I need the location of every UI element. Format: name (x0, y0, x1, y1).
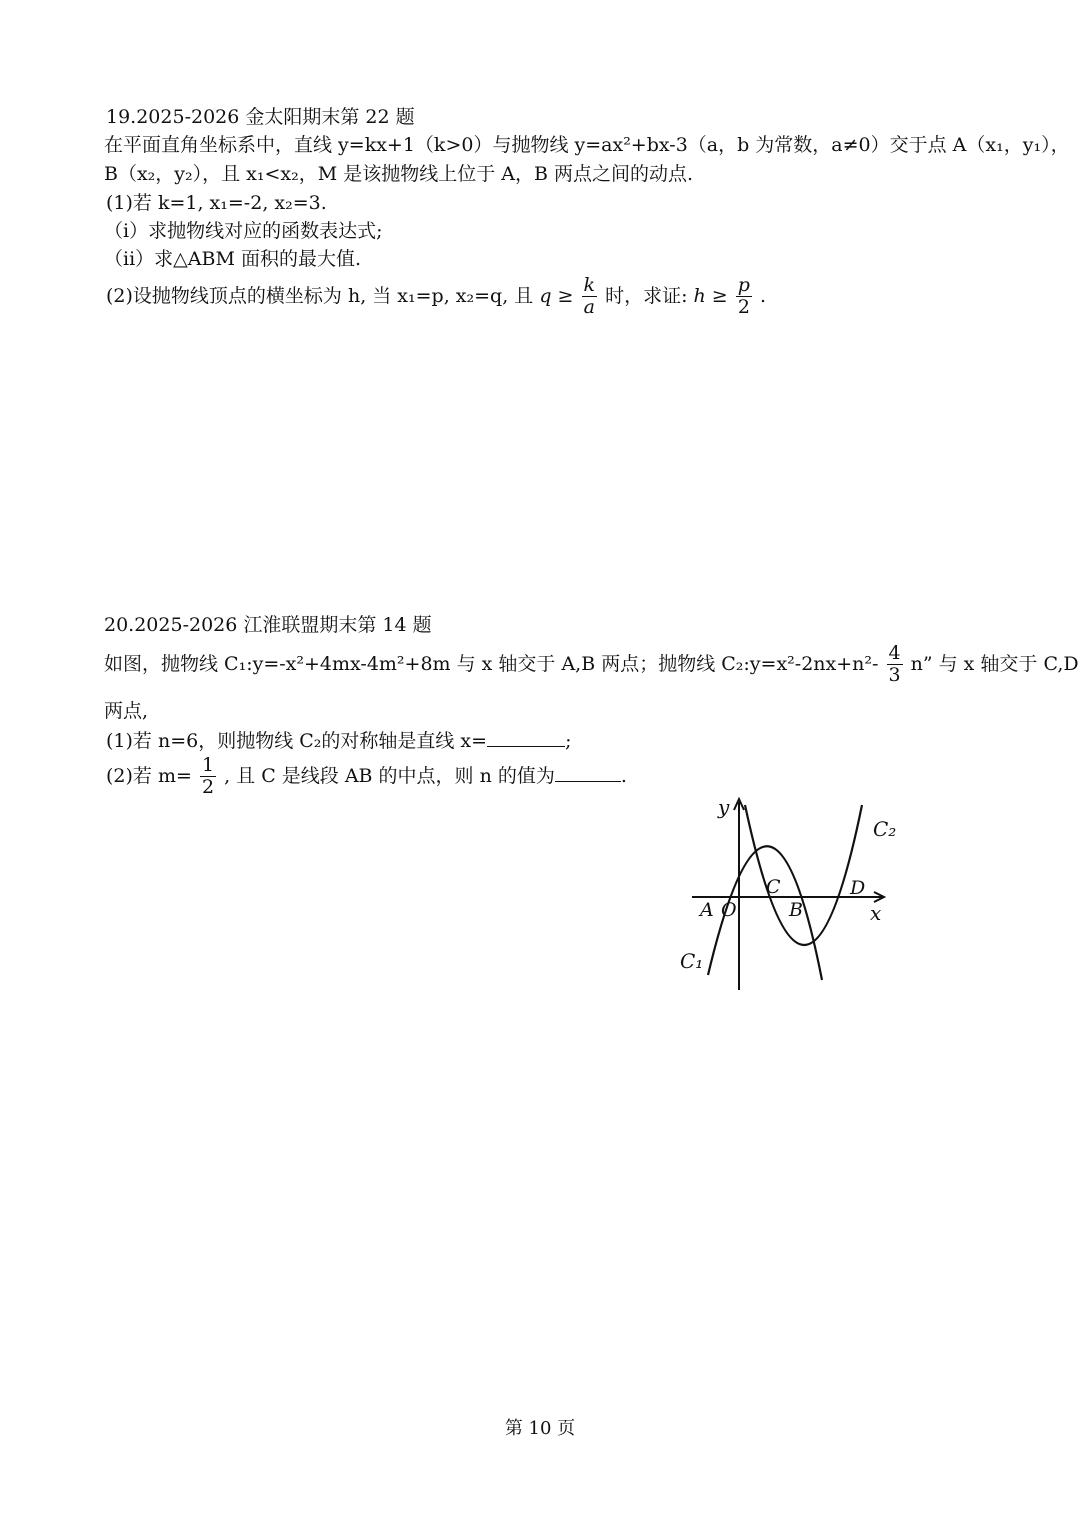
parabola-c2 (745, 805, 862, 945)
q19-heading: 19.2025-2026 金太阳期末第 22 题 (106, 106, 415, 128)
origin-label: O (721, 899, 737, 921)
q19-q-ge: q ≥ (539, 284, 574, 307)
q20-frac2-den: 2 (201, 775, 215, 798)
page-number: 第 10 页 (504, 1418, 576, 1439)
q20-part2-answer-blank[interactable] (555, 763, 621, 782)
point-a-label: A (700, 899, 714, 921)
q20-line1-text2: n” 与 x 轴交于 C,D (910, 652, 1079, 675)
q20-frac-num: 4 (888, 642, 901, 664)
q19-sub-i: （i）求抛物线对应的函数表达式; (104, 220, 383, 242)
q20-part1-answer-blank[interactable] (487, 728, 565, 747)
q19-frac-den: a (583, 295, 595, 318)
q19-part2-text: (2)设抛物线顶点的横坐标为 h, 当 x₁=p, x₂=q, 且 (106, 284, 534, 307)
q20-text-line1 (104, 644, 1079, 686)
q20-part2 (106, 756, 627, 798)
y-label: y (718, 795, 730, 819)
q19-part2 (106, 276, 766, 318)
q20-part2-text2: , 且 C 是线段 AB 的中点，则 n 的值为 (224, 764, 555, 787)
q20-part1 (106, 728, 571, 753)
q20-frac-den: 3 (888, 663, 901, 686)
x-label: x (870, 901, 882, 925)
curve-c2-label: C₂ (873, 817, 897, 841)
q19-frac-num: k (583, 274, 596, 296)
curve-c1-label: C₁ (680, 949, 704, 973)
q20-part1-end: ; (565, 730, 572, 752)
q19-period: . (760, 284, 767, 307)
q20-heading: 20.2025-2026 江淮联盟期末第 14 题 (104, 614, 432, 636)
q19-sub-ii: （ii）求△ABM 面积的最大值. (104, 248, 361, 270)
q19-part2-text2: 时，求证: (605, 284, 688, 307)
q20-part2-end: . (620, 764, 627, 787)
q19-h-ge: h ≥ (693, 284, 728, 307)
q20-frac2-num: 1 (201, 754, 215, 776)
q20-part2-text: (2)若 m= (106, 764, 192, 787)
q19-fraction-k-over-a (582, 276, 598, 318)
q19-part1: (1)若 k=1, x₁=-2, x₂=3. (106, 192, 327, 214)
q20-text-line2: 两点, (104, 700, 149, 722)
q20-part1-text: (1)若 n=6，则抛物线 C₂的对称轴是直线 x= (106, 730, 488, 752)
q19-frac2-den: 2 (737, 295, 750, 318)
q20-figure (670, 790, 910, 1000)
point-d-label: D (850, 877, 866, 899)
q19-frac2-num: p (737, 274, 750, 296)
q20-fraction-4-over-3 (887, 644, 903, 686)
q19-text-line1: 在平面直角坐标系中，直线 y=kx+1（k>0）与抛物线 y=ax²+bx-3（a，b 为常数，a≠0）交于点 A（x₁，y₁）， (104, 134, 1070, 156)
point-c-label: C (766, 876, 781, 898)
q19-fraction-p-over-2 (736, 276, 752, 318)
point-b-label: B (789, 899, 803, 921)
q19-text-line2: B（x₂，y₂），且 x₁<x₂，M 是该抛物线上位于 A，B 两点之间的动点. (104, 163, 694, 185)
q20-line1-text: 如图，抛物线 C₁:y=-x²+4mx-4m²+8m 与 x 轴交于 A,B 两点；抛物线 C₂:y=x²-2nx+n²- (104, 652, 879, 675)
q20-fraction-1-over-2 (200, 756, 216, 798)
